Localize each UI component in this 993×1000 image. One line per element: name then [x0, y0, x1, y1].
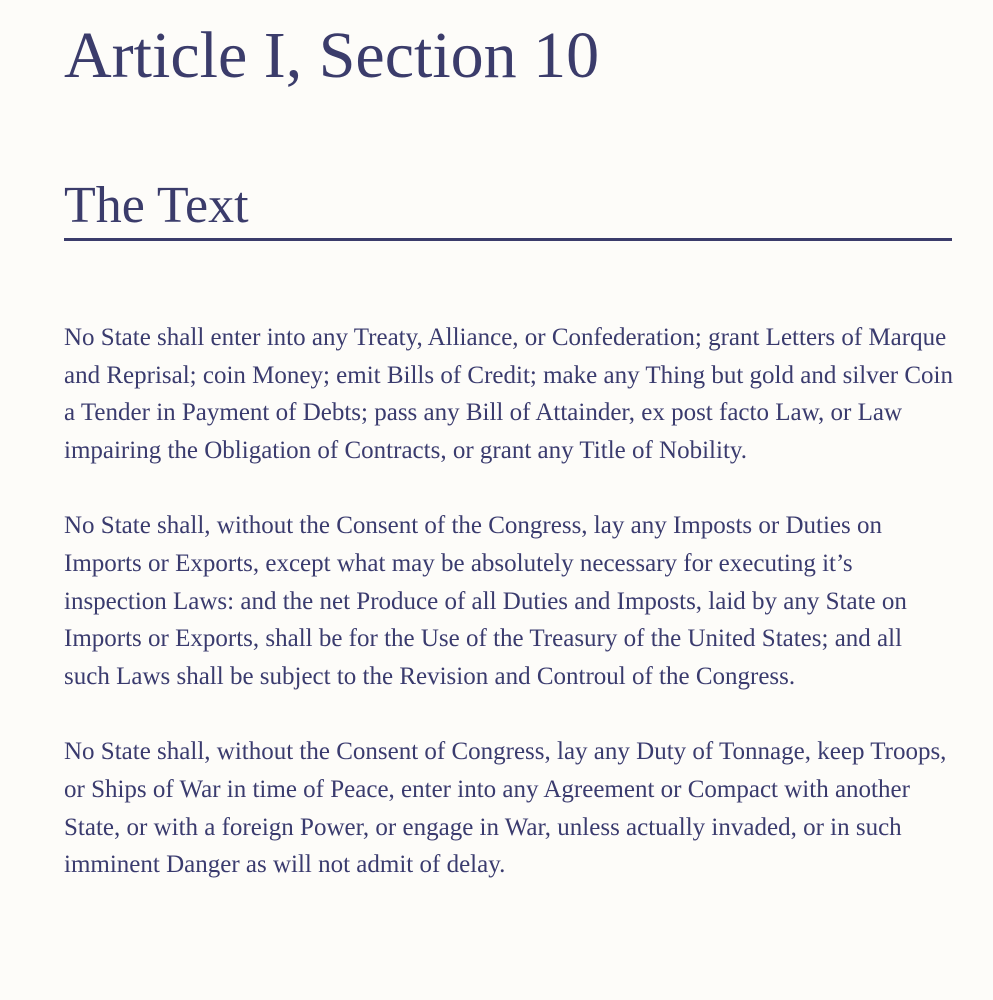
paragraph-3: No State shall, without the Consent of Congress, lay any Duty of Tonnage, keep Troops, or Ships of War in time of Peace, enter into any Agreement or Compact with another State, or with a foreign Power, or engage in War, unless actually invaded, or in such imminent Danger as will not admit of delay. [64, 738, 947, 879]
page-title: Article I, Section 10 [64, 19, 600, 92]
section-heading: The Text [64, 177, 249, 234]
paragraph-1: No State shall enter into any Treaty, Alliance, or Confederation; grant Letters of Marque and Reprisal; coin Money; emit Bills of Credit; make any Thing but gold and silver Coin a Tender in Payment of Debts; pass any Bill of Attainder, ex post facto Law, or Law impairing the Obligation of Contracts, or grant any Title of Nobility. [64, 324, 954, 464]
paragraph-2: No State shall, without the Consent of the Congress, lay any Imposts or Duties on Imports or Exports, except what may be absolutely necessary for executing it’s inspection Laws: and the net Produce of all Duties and Imposts, laid by any State on Imports or Exports, shall be for the Use of the Treasury of the United States; and all such Laws shall be subject to the Revision and Controul of the Congress. [64, 512, 907, 690]
heading-divider [64, 238, 952, 241]
article-body [64, 319, 954, 922]
